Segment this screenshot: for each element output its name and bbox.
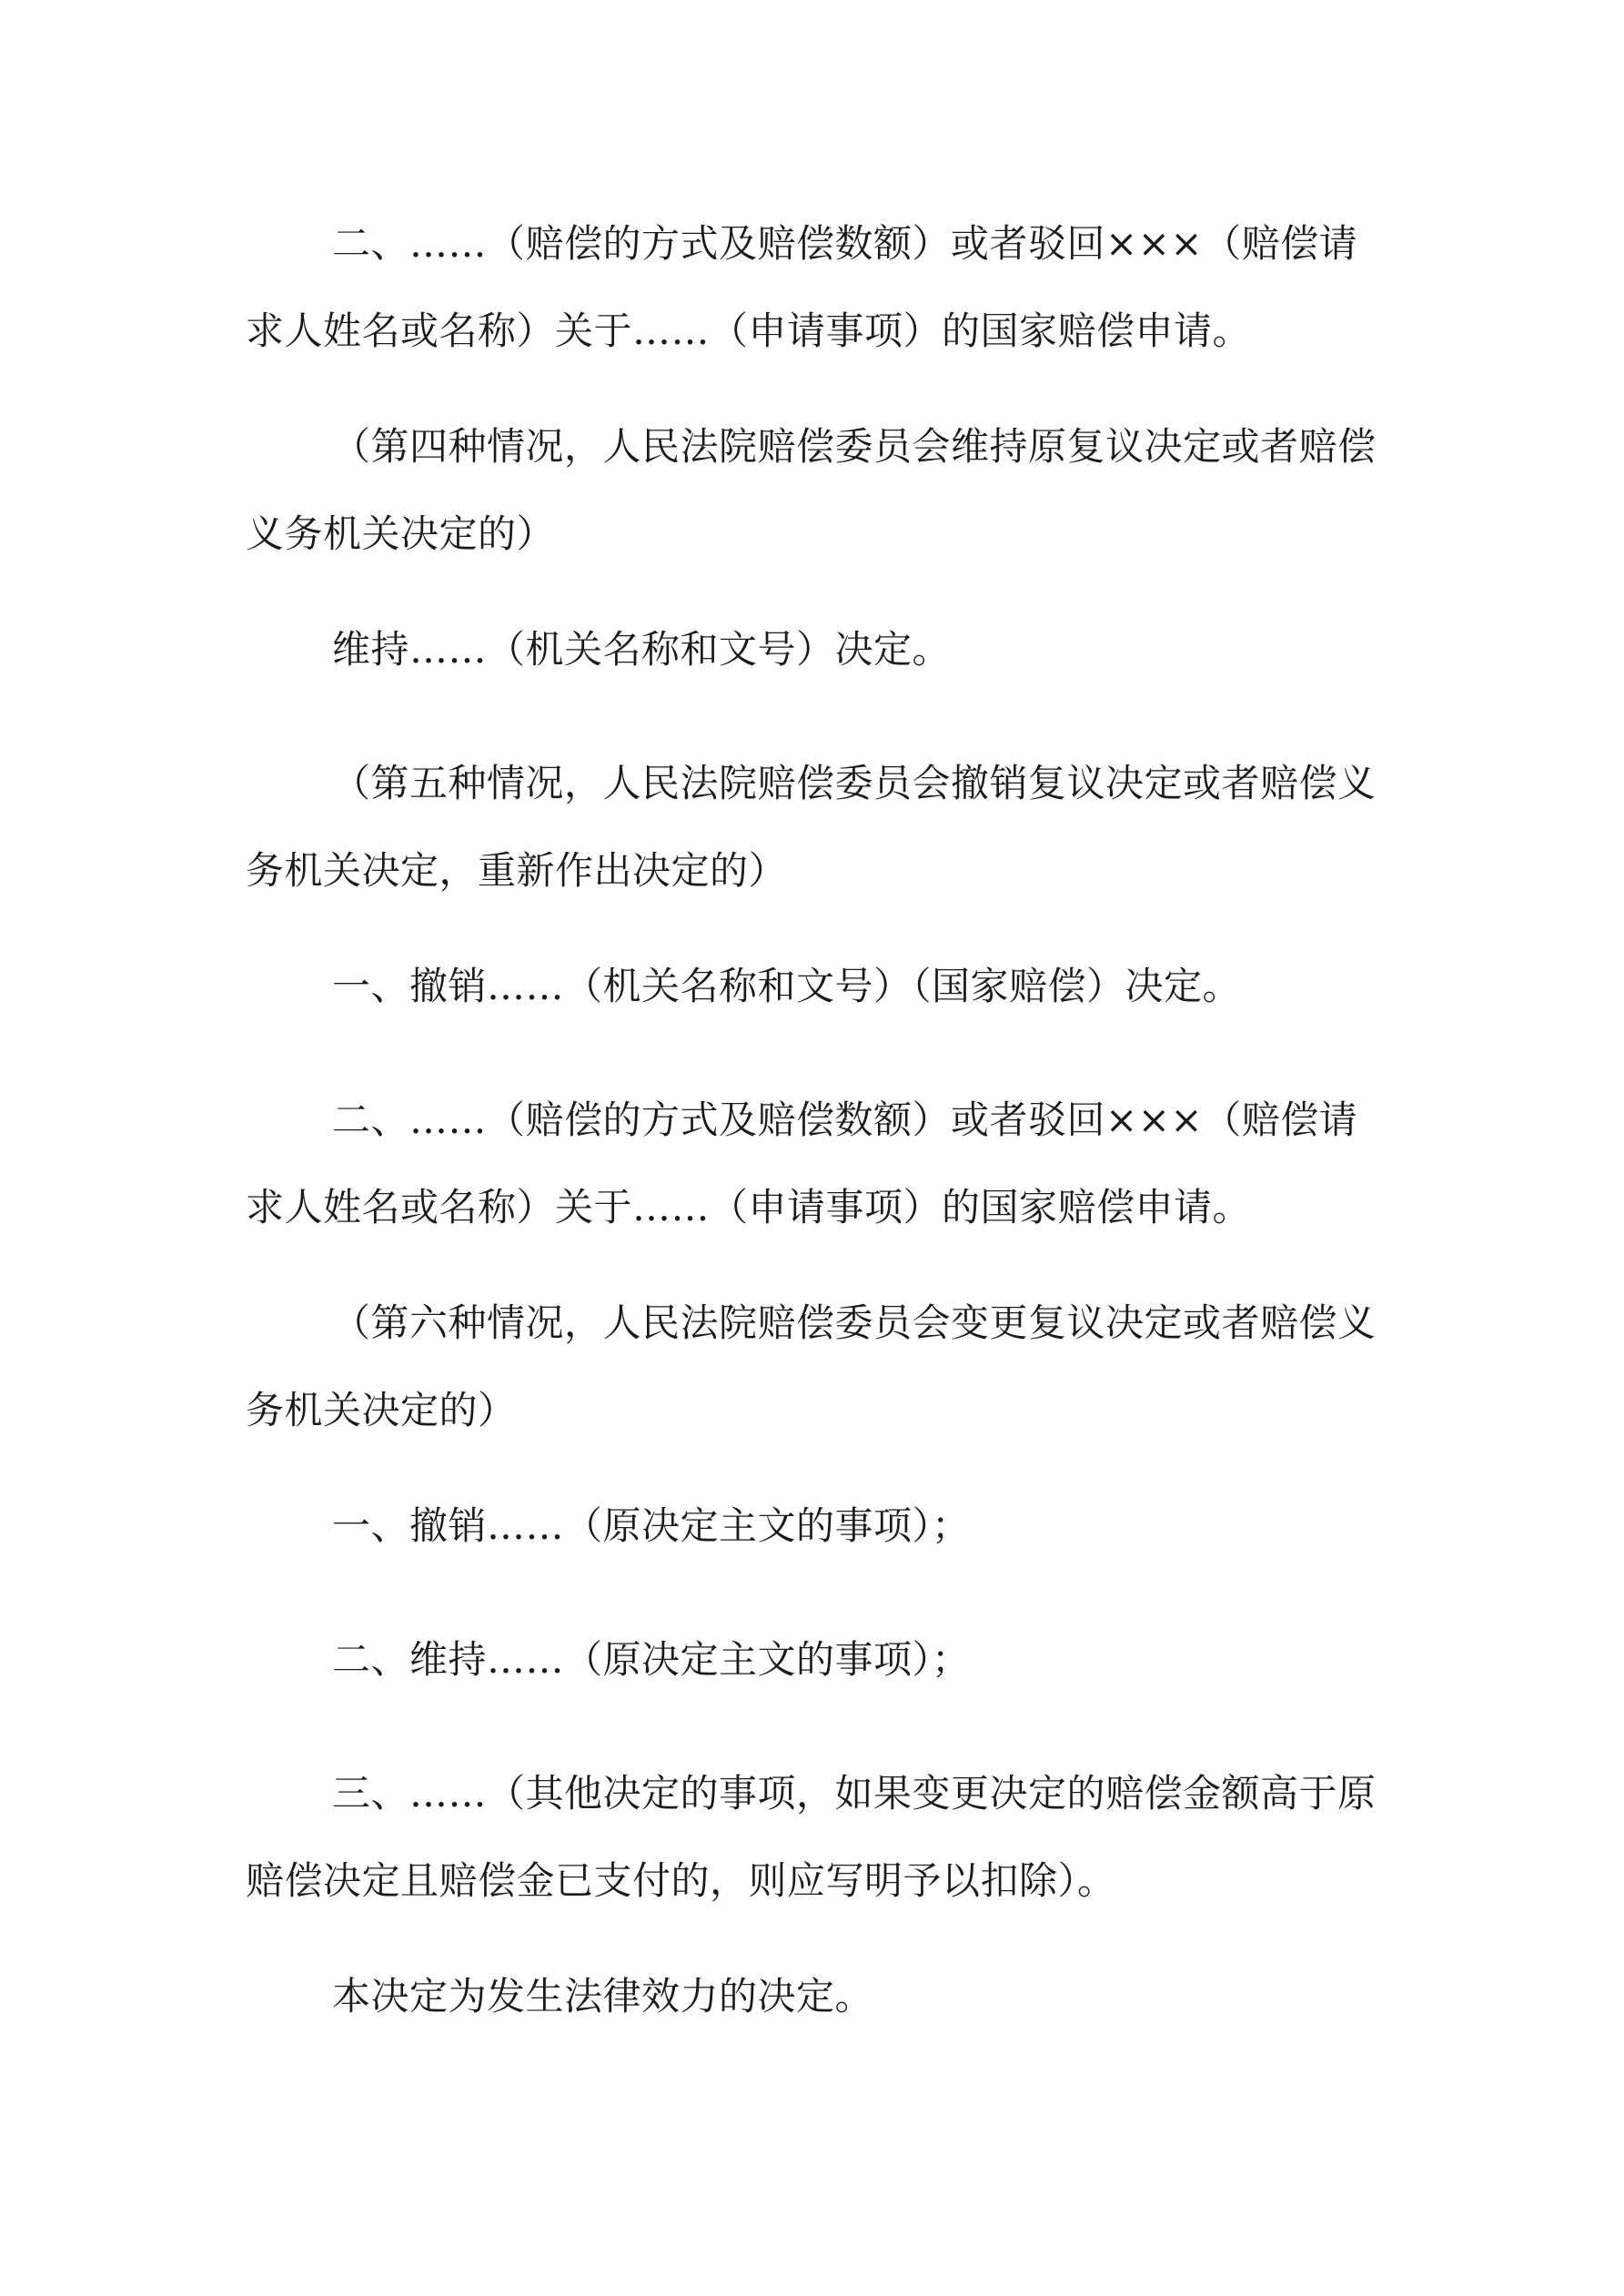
text-line: 三、……（其他决定的事项，如果变更决定的赔偿金额高于原 (332, 1771, 1377, 1816)
text-line: 义务机关决定的） (246, 511, 556, 556)
text-line: 二、……（赔偿的方式及赔偿数额）或者驳回×××（赔偿请 (332, 221, 1358, 266)
text-line: 维持……（机关名称和文号）决定。 (332, 627, 952, 672)
text-line: （第五种情况，人民法院赔偿委员会撤销复议决定或者赔偿义 (332, 761, 1377, 805)
text-line: 二、维持……（原决定主文的事项）； (332, 1637, 971, 1682)
text-line: 一、撤销……（机关名称和文号）（国家赔偿）决定。 (332, 964, 1242, 1008)
text-line: （第四种情况，人民法院赔偿委员会维持原复议决定或者赔偿 (332, 424, 1377, 469)
text-line: 务机关决定的） (246, 1388, 517, 1432)
paragraph-compensation-method-1 (246, 200, 1378, 375)
paragraph-revoke-original-items (246, 1482, 1378, 1570)
paragraph-compensation-method-2 (246, 1077, 1378, 1251)
text-line: 二、……（赔偿的方式及赔偿数额）或者驳回×××（赔偿请 (332, 1097, 1358, 1142)
text-line: （第六种情况，人民法院赔偿委员会变更复议决定或者赔偿义 (332, 1300, 1377, 1345)
text-line: 务机关决定，重新作出决定的） (246, 848, 788, 893)
text-line: 本决定为发生法律效力的决定。 (332, 1974, 874, 2018)
paragraph-case-four-heading (246, 403, 1378, 578)
text-line: 一、撤销……（原决定主文的事项）； (332, 1503, 971, 1548)
paragraph-maintain-decision (246, 606, 1378, 693)
paragraph-case-five-heading (246, 740, 1378, 915)
paragraph-maintain-original-items (246, 1616, 1378, 1704)
paragraph-case-six-heading (246, 1279, 1378, 1454)
text-line: 求人姓名或名称）关于……（申请事项）的国家赔偿申请。 (246, 308, 1252, 353)
text-line: 求人姓名或名称）关于……（申请事项）的国家赔偿申请。 (246, 1185, 1252, 1229)
paragraph-legal-effect (246, 1953, 1378, 2040)
text-line: 赔偿决定且赔偿金已支付的，则应写明予以扣除）。 (246, 1858, 1116, 1903)
paragraph-revoke-decision (246, 943, 1378, 1030)
paragraph-other-items (246, 1750, 1378, 1925)
